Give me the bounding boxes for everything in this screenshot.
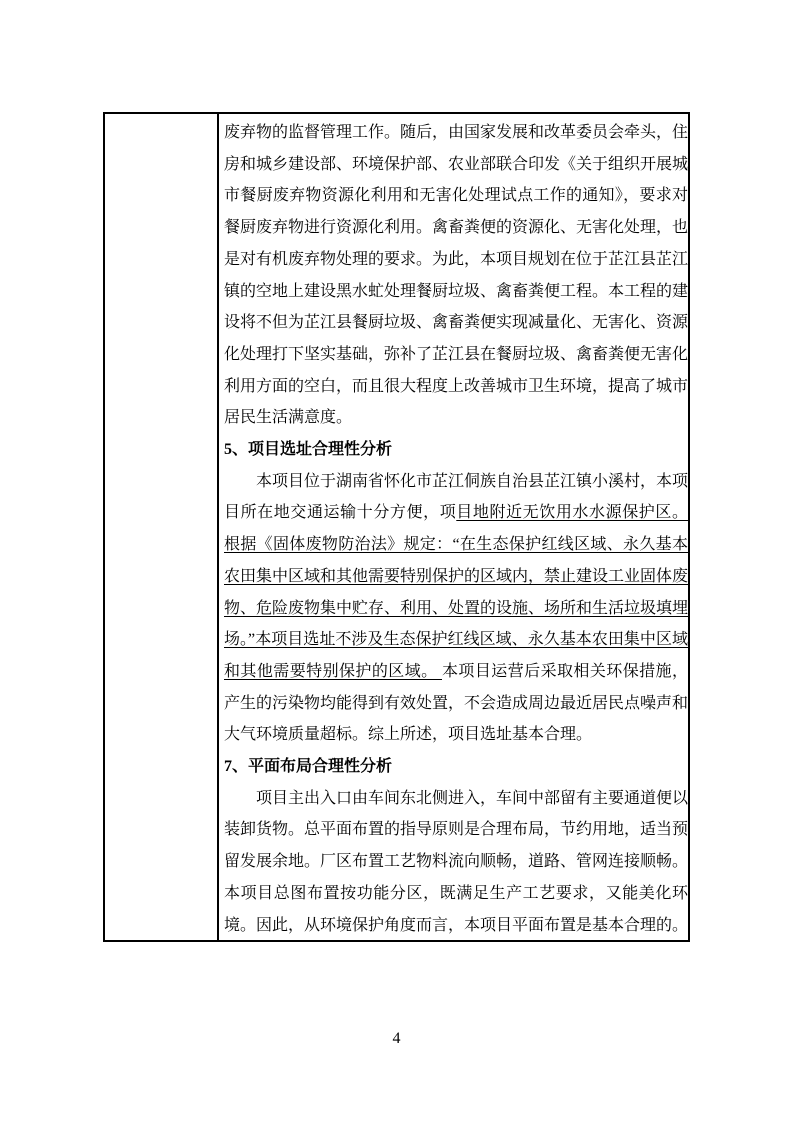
text-run: 项目主出入口由车间东北侧进入，车间中部留有主要通道便以装卸货物。总平面布置的指导原则是合理布局，节约用地，适当预留发展余地。厂区布置工艺物料流向顺畅，道路、管网连接顺畅。本项目总图布置按功能分区，既满足生产工艺要求，又能美化环境。因此，从环境保护角度而言，本项目平面布置是基本合理的。 (224, 789, 688, 934)
paragraph (224, 783, 688, 940)
paragraph (224, 466, 688, 751)
text-run: 本项目位于湖南省怀化市芷江侗族自治县芷江镇小溪村，本项目所在地交通运输十分方便，项 (224, 472, 688, 522)
content-table (103, 112, 690, 942)
page-number: 4 (392, 1030, 401, 1047)
section-heading: 5、项目选址合理性分析 (224, 441, 393, 459)
section-heading: 7、平面布局合理性分析 (224, 758, 393, 776)
table-left-cell (105, 114, 219, 940)
text-run: 废弃物的监督管理工作。随后，由国家发展和改革委员会牵头，住房和城乡建设部、环境保护部、农业部联合印发《关于组织开展城市餐厨废弃物资源化利用和无害化处理试点工作的通知》，要求对餐厨废弃物进行资源化利用。禽畜粪便的资源化、无害化处理，也是对有机废弃物处理的要求。为此，本项目规划在位于芷江县芷江镇的空地上建设黑水虻处理餐厨垃圾、禽畜粪便工程。本工程的建设将不但为芷江县餐厨垃圾、禽畜粪便实现减量化、无害化、资源化处理打下坚实基础，弥补了芷江县在餐厨垃圾、禽畜粪便无害化利用方面的空白，而且很大程度上改善城市卫生环境，提高了城市居民生活满意度。 (224, 124, 688, 427)
table-content-cell (219, 114, 688, 940)
underlined-text: 目地附近无饮用水水源保护区。根据《固体废物防治法》规定：“在生态保护红线区域、永久基本农田集中区域和其他需要特别保护的区域内，禁止建设工业固体废物、危险废物集中贮存、利用、处置的设施、场所和生活垃圾填埋场。”本项目选址不涉及生态保护红线区域、永久基本农田集中区域和其他需要特别保护的区域。 (224, 504, 688, 680)
paragraph (224, 117, 688, 434)
text-run: 本项目运营后采取相关环保措施，产生的污染物均能得到有效处置，不会造成周边最近居民点噪声和大气环境质量超标。综上所述，项目选址基本合理。 (224, 662, 688, 744)
